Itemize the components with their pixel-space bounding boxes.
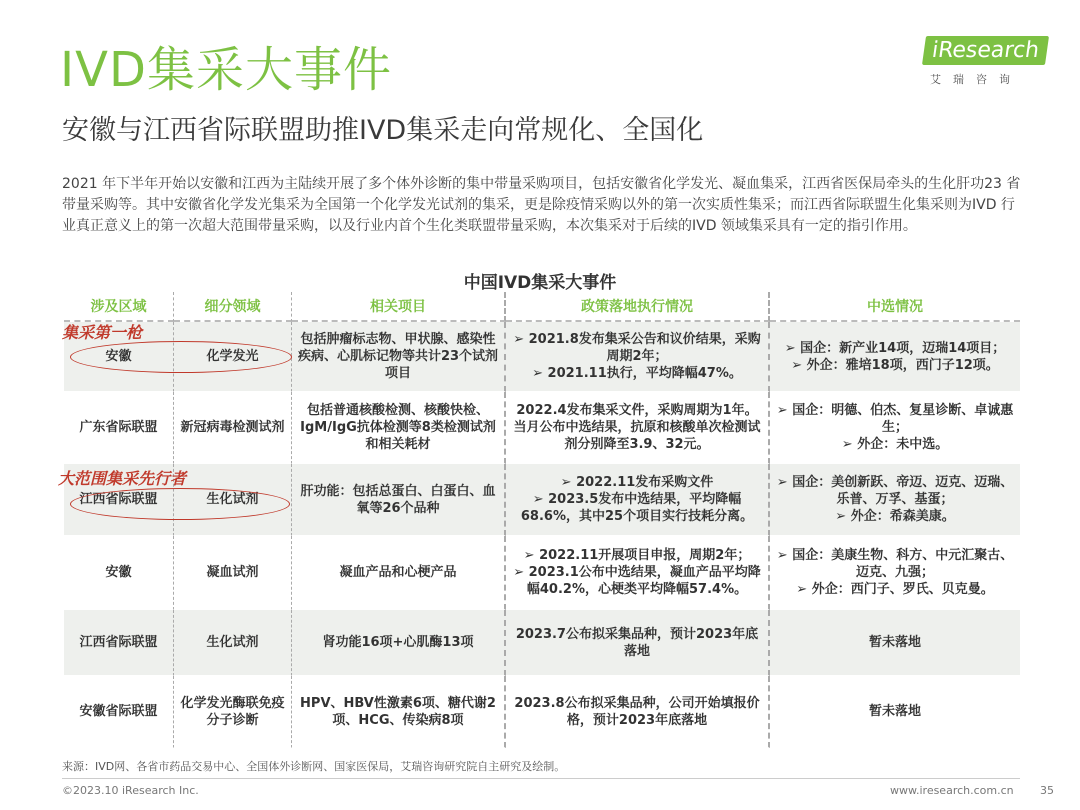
result-line: ➢ 外企：雅培18项，西门子12项。: [791, 357, 999, 373]
result-line: 暂未落地: [868, 704, 921, 719]
table-row: [64, 536, 1020, 610]
result-line: ➢ 国企：美创新跃、帝迈、迈克、迈瑞、乐普、万孚、基蛋；: [776, 475, 1014, 507]
cell-policy: [506, 392, 770, 464]
cell-project: 包括肿瘤标志物、甲状腺、感染性疾病、心肌标记物等共计23个试剂项目: [292, 322, 506, 392]
policy-line: ➢ 2021.8发布集采公告和议价结果，采购周期2年；: [513, 332, 761, 364]
cell-field: 化学发光: [174, 322, 292, 392]
cell-result: [770, 392, 1020, 464]
result-line: ➢ 外企：西门子、罗氏、贝克曼。: [796, 582, 994, 597]
source-note: 来源：IVD网、各省市药品交易中心、全国体外诊断网、国家医保局，艾瑞咨询研究院自主研究及绘制。: [62, 760, 566, 773]
logo-tagline: 艾瑞咨询: [930, 73, 1022, 86]
policy-line: ➢ 2023.1公布中选结果，凝血产品平均降幅40.2%，心梗类平均降幅57.4%。: [513, 565, 761, 597]
copyright: ©2023.10 iResearch Inc.: [62, 784, 199, 797]
site-url: www.iresearch.com.cn: [890, 784, 1014, 797]
annotation-first: 集采第一枪: [62, 323, 143, 342]
result-line: ➢ 外企：未中选。: [841, 437, 949, 452]
cell-policy: [506, 322, 770, 392]
policy-line: 2023.8公布拟采集品种，公司开始填报价格，预计2023年底落地: [514, 695, 760, 728]
policy-line: 2022.4发布集采文件，采购周期为1年。当月公布中选结果，抗原和核酸单次检测试剂分别降至3.9、32元。: [513, 403, 761, 452]
annotation-large: 大范围集采先行者: [58, 469, 187, 488]
page-subtitle: 安徽与江西省际联盟助推IVD集采走向常规化、全国化: [62, 115, 704, 146]
cell-region: 江西省际联盟: [64, 610, 174, 676]
cell-region: 安徽: [64, 322, 174, 392]
page-title: IVD集采大事件: [60, 42, 392, 98]
logo-brand: iResearch: [922, 36, 1049, 65]
cell-project: 肝功能：包括总蛋白、白蛋白、血氧等26个品种: [292, 464, 506, 536]
cell-policy: [506, 610, 770, 676]
header-field: 细分领域: [174, 292, 292, 322]
footer-divider: [62, 778, 1020, 779]
result-line: ➢ 国企：美康生物、科方、中元汇聚古、迈克、九强；: [776, 548, 1014, 580]
cell-field: 凝血试剂: [174, 536, 292, 610]
table-row: [64, 676, 1020, 748]
header-policy: 政策落地执行情况: [506, 292, 770, 322]
cell-field: 生化试剂: [174, 610, 292, 676]
policy-line: 2023.7公布拟采集品种，预计2023年底落地: [515, 626, 759, 659]
cell-result: [770, 676, 1020, 748]
highlight-ellipse: [70, 341, 292, 373]
policy-line: ➢ 2021.11执行，平均降幅47%。: [532, 366, 742, 381]
table-row: [64, 610, 1020, 676]
cell-region: 江西省际联盟: [64, 464, 174, 536]
policy-line: ➢ 2023.5发布中选结果，平均降幅68.6%，其中25个项目实行技耗分离。: [520, 492, 754, 524]
policy-line: ➢ 2022.11发布采购文件: [560, 475, 714, 490]
cell-result: [770, 536, 1020, 610]
cell-project: 凝血产品和心梗产品: [292, 536, 506, 610]
cell-field: 化学发光酶联免疫分子诊断: [174, 676, 292, 748]
header-project: 相关项目: [292, 292, 506, 322]
cell-field: 生化试剂: [174, 464, 292, 536]
table-row: [64, 392, 1020, 464]
cell-region: 安徽: [64, 536, 174, 610]
cell-result: [770, 464, 1020, 536]
table-title: 中国IVD集采大事件: [463, 273, 617, 293]
intro-paragraph: 2021 年下半年开始以安徽和江西为主陆续开展了多个体外诊断的集中带量采购项目，包括安徽省化学发光、凝血集采，江西省医保局牵头的生化肝功23 省带量采购等。其中安徽省化学发光集采为全国第一个化学发光试剂的集采，更是除疫情采购以外的第一次实质性集采；而江西省际联盟生化集采则为IVD 行业真正意义上的第一次超大范围带量采购，以及行业内首个生化类联盟带量采购，本次集采对于后续的IVD 领域集采具有一定的指引作用。: [62, 176, 1021, 234]
result-line: ➢ 外企：希森美康。: [835, 509, 955, 524]
result-line: ➢ 国企：明德、伯杰、复星诊断、卓诚惠生；: [776, 403, 1014, 435]
cell-project: 包括普通核酸检测、核酸快检、IgM/IgG抗体检测等8类检测试剂和相关耗材: [292, 392, 506, 464]
iresearch-logo: [924, 36, 1054, 96]
cell-result: [770, 322, 1020, 392]
cell-policy: [506, 536, 770, 610]
page-number: 35: [1040, 784, 1054, 797]
cell-project: 肾功能16项+心肌酶13项: [292, 610, 506, 676]
cell-region: 安徽省际联盟: [64, 676, 174, 748]
cell-policy: [506, 676, 770, 748]
header-result: 中选情况: [770, 292, 1020, 322]
cell-policy: [506, 464, 770, 536]
policy-line: ➢ 2022.11开展项目申报，周期2年；: [523, 548, 751, 563]
result-line: 暂未落地: [868, 635, 921, 650]
highlight-ellipse: [70, 488, 290, 520]
table-header-row: [64, 292, 1020, 322]
result-line: ➢ 国企：新产业14项，迈瑞14项目；: [784, 340, 1006, 356]
cell-project: HPV、HBV性激素6项、糖代谢2项、HCG、传染病8项: [292, 676, 506, 748]
cell-result: [770, 610, 1020, 676]
header-region: 涉及区域: [64, 292, 174, 322]
cell-region: 广东省际联盟: [64, 392, 174, 464]
cell-field: 新冠病毒检测试剂: [174, 392, 292, 464]
